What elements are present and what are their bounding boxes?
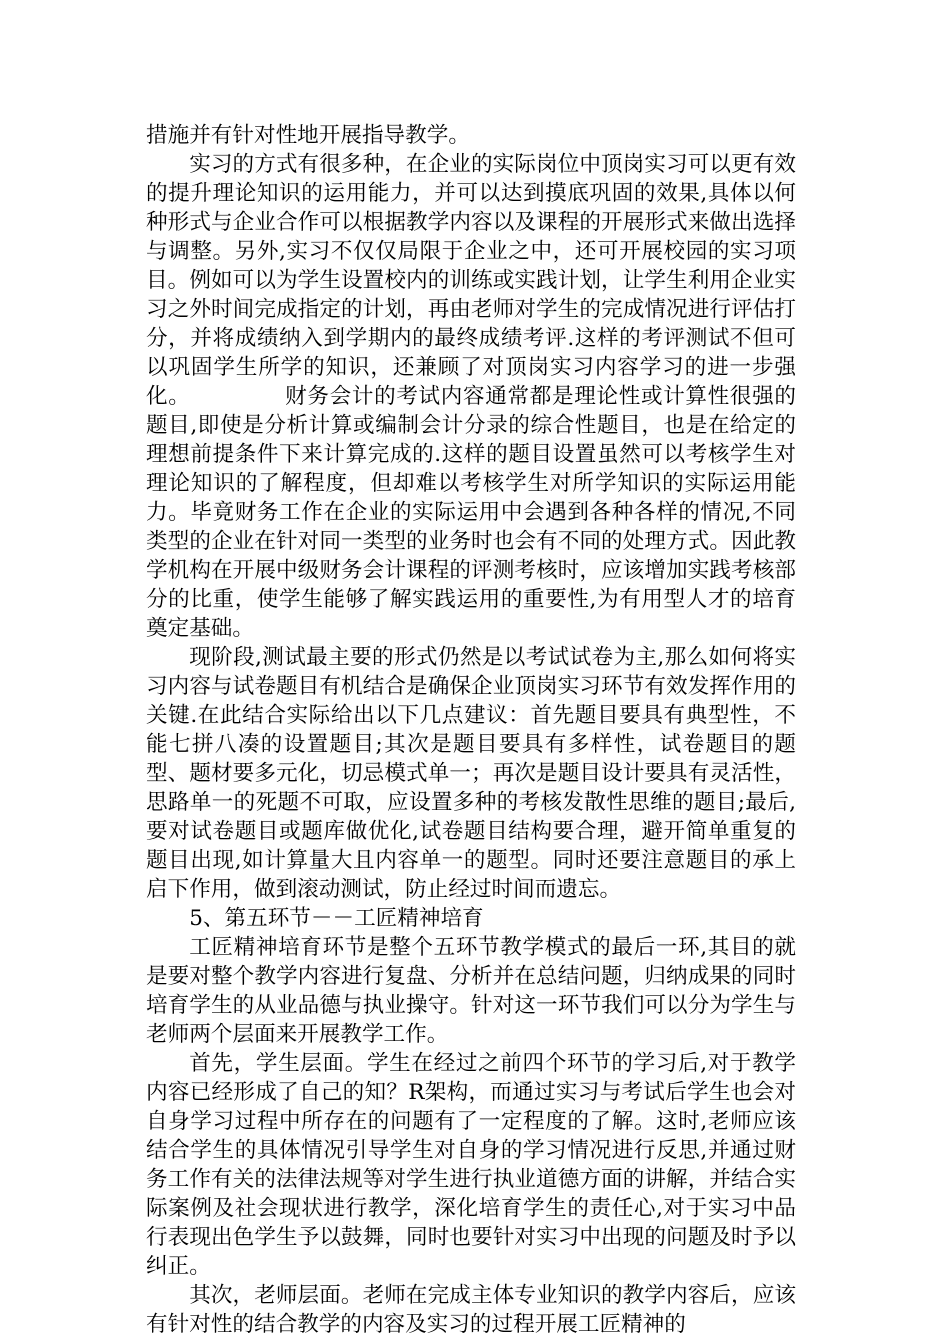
section-heading-5: 5、第五环节－－工匠精神培育 [189,906,484,931]
paragraph-6: 其次，老师层面。老师在完成主体专业知识的教学内容后，应该有针对性的结合教学的内容及实习的过程开展工匠精神的 [146,1283,796,1337]
paragraph-2 [146,150,796,643]
paragraph-4: 工匠精神培育环节是整个五环节教学模式的最后一环,其目的就是要对整个教学内容进行复盘、分析并在总结问题，归纳成果的同时培育学生的从业品德与执业操守。针对这一环节我们可以分为学生与老师两个层面来开展教学工作。 [146,935,796,1047]
paragraph-3: 现阶段,测试最主要的形式仍然是以考试试卷为主,那么如何将实习内容与试卷题目有机结合是确保企业顶岗实习环节有效发挥作用的关键.在此结合实际给出以下几点建议：首先题目要具有典型性，不能七拼八凑的设置题目;其次是题目要具有多样性，试卷题目的题型、题材要多元化，切忌模式单一；再次是题目设计要具有灵活性，思路单一的死题不可取，应设置多种的考核发散性思维的题目;最后,要对试卷题目或题库做优化,试卷题目结构要合理，避开简单重复的题目出现,如计算量大且内容单一的题型。同时还要注意题目的承上启下作用，做到滚动测试，防止经过时间而遗忘。 [146,645,796,902]
paragraph-2-main: 实习的方式有很多种，在企业的实际岗位中顶岗实习可以更有效的提升理论知识的运用能力，并可以达到摸底巩固的效果,具体以何种形式与企业合作可以根据教学内容以及课程的开展形式来做出选择与调整。另外,实习不仅仅局限于企业之中，还可开展校园的实习项目。例如可以为学生设置校内的训练或实践计划，让学生利用企业实习之外时间完成指定的计划，再由老师对学生的完成情况进行评估打分，并将成绩纳入到学期内的最终成绩考评.这样的考评测试不但可以巩固学生所学的知识，还兼顾了对顶岗实习内容学习的进一步强化。 [146,152,796,409]
document-page [146,121,796,1339]
paragraph-1: 措施并有针对性地开展指导教学。 [146,123,470,148]
paragraph-2-tail: 财务会计的考试内容通常都是理论性或计算性很强的题目,即使是分析计算或编制会计分录的综合性题目，也是在给定的理想前提条件下来计算完成的.这样的题目设置虽然可以考核学生对理论知识的了解程度，但却难以考核学生对所学知识的实际运用能力。毕竟财务工作在企业的实际运用中会遇到各种各样的情况,不同类型的企业在针对同一类型的业务时也会有不同的处理方式。因此教学机构在开展中级财务会计课程的评测考核时，应该增加实践考核部分的比重，使学生能够了解实践运用的重要性,为有用型人才的培育奠定基础。 [146,384,796,641]
paragraph-5: 首先，学生层面。学生在经过之前四个环节的学习后,对于教学内容已经形成了自己的知？R架构，而通过实习与考试后学生也会对自身学习过程中所存在的问题有了一定程度的了解。这时,老师应该结合学生的具体情况引导学生对自身的学习情况进行反思,并通过财务工作有关的法律法规等对学生进行执业道德方面的讲解，并结合实际案例及社会现状进行教学，深化培育学生的责任心,对于实习中品行表现出色学生予以鼓舞，同时也要针对实习中出现的问题及时予以纠正。 [146,1051,796,1279]
